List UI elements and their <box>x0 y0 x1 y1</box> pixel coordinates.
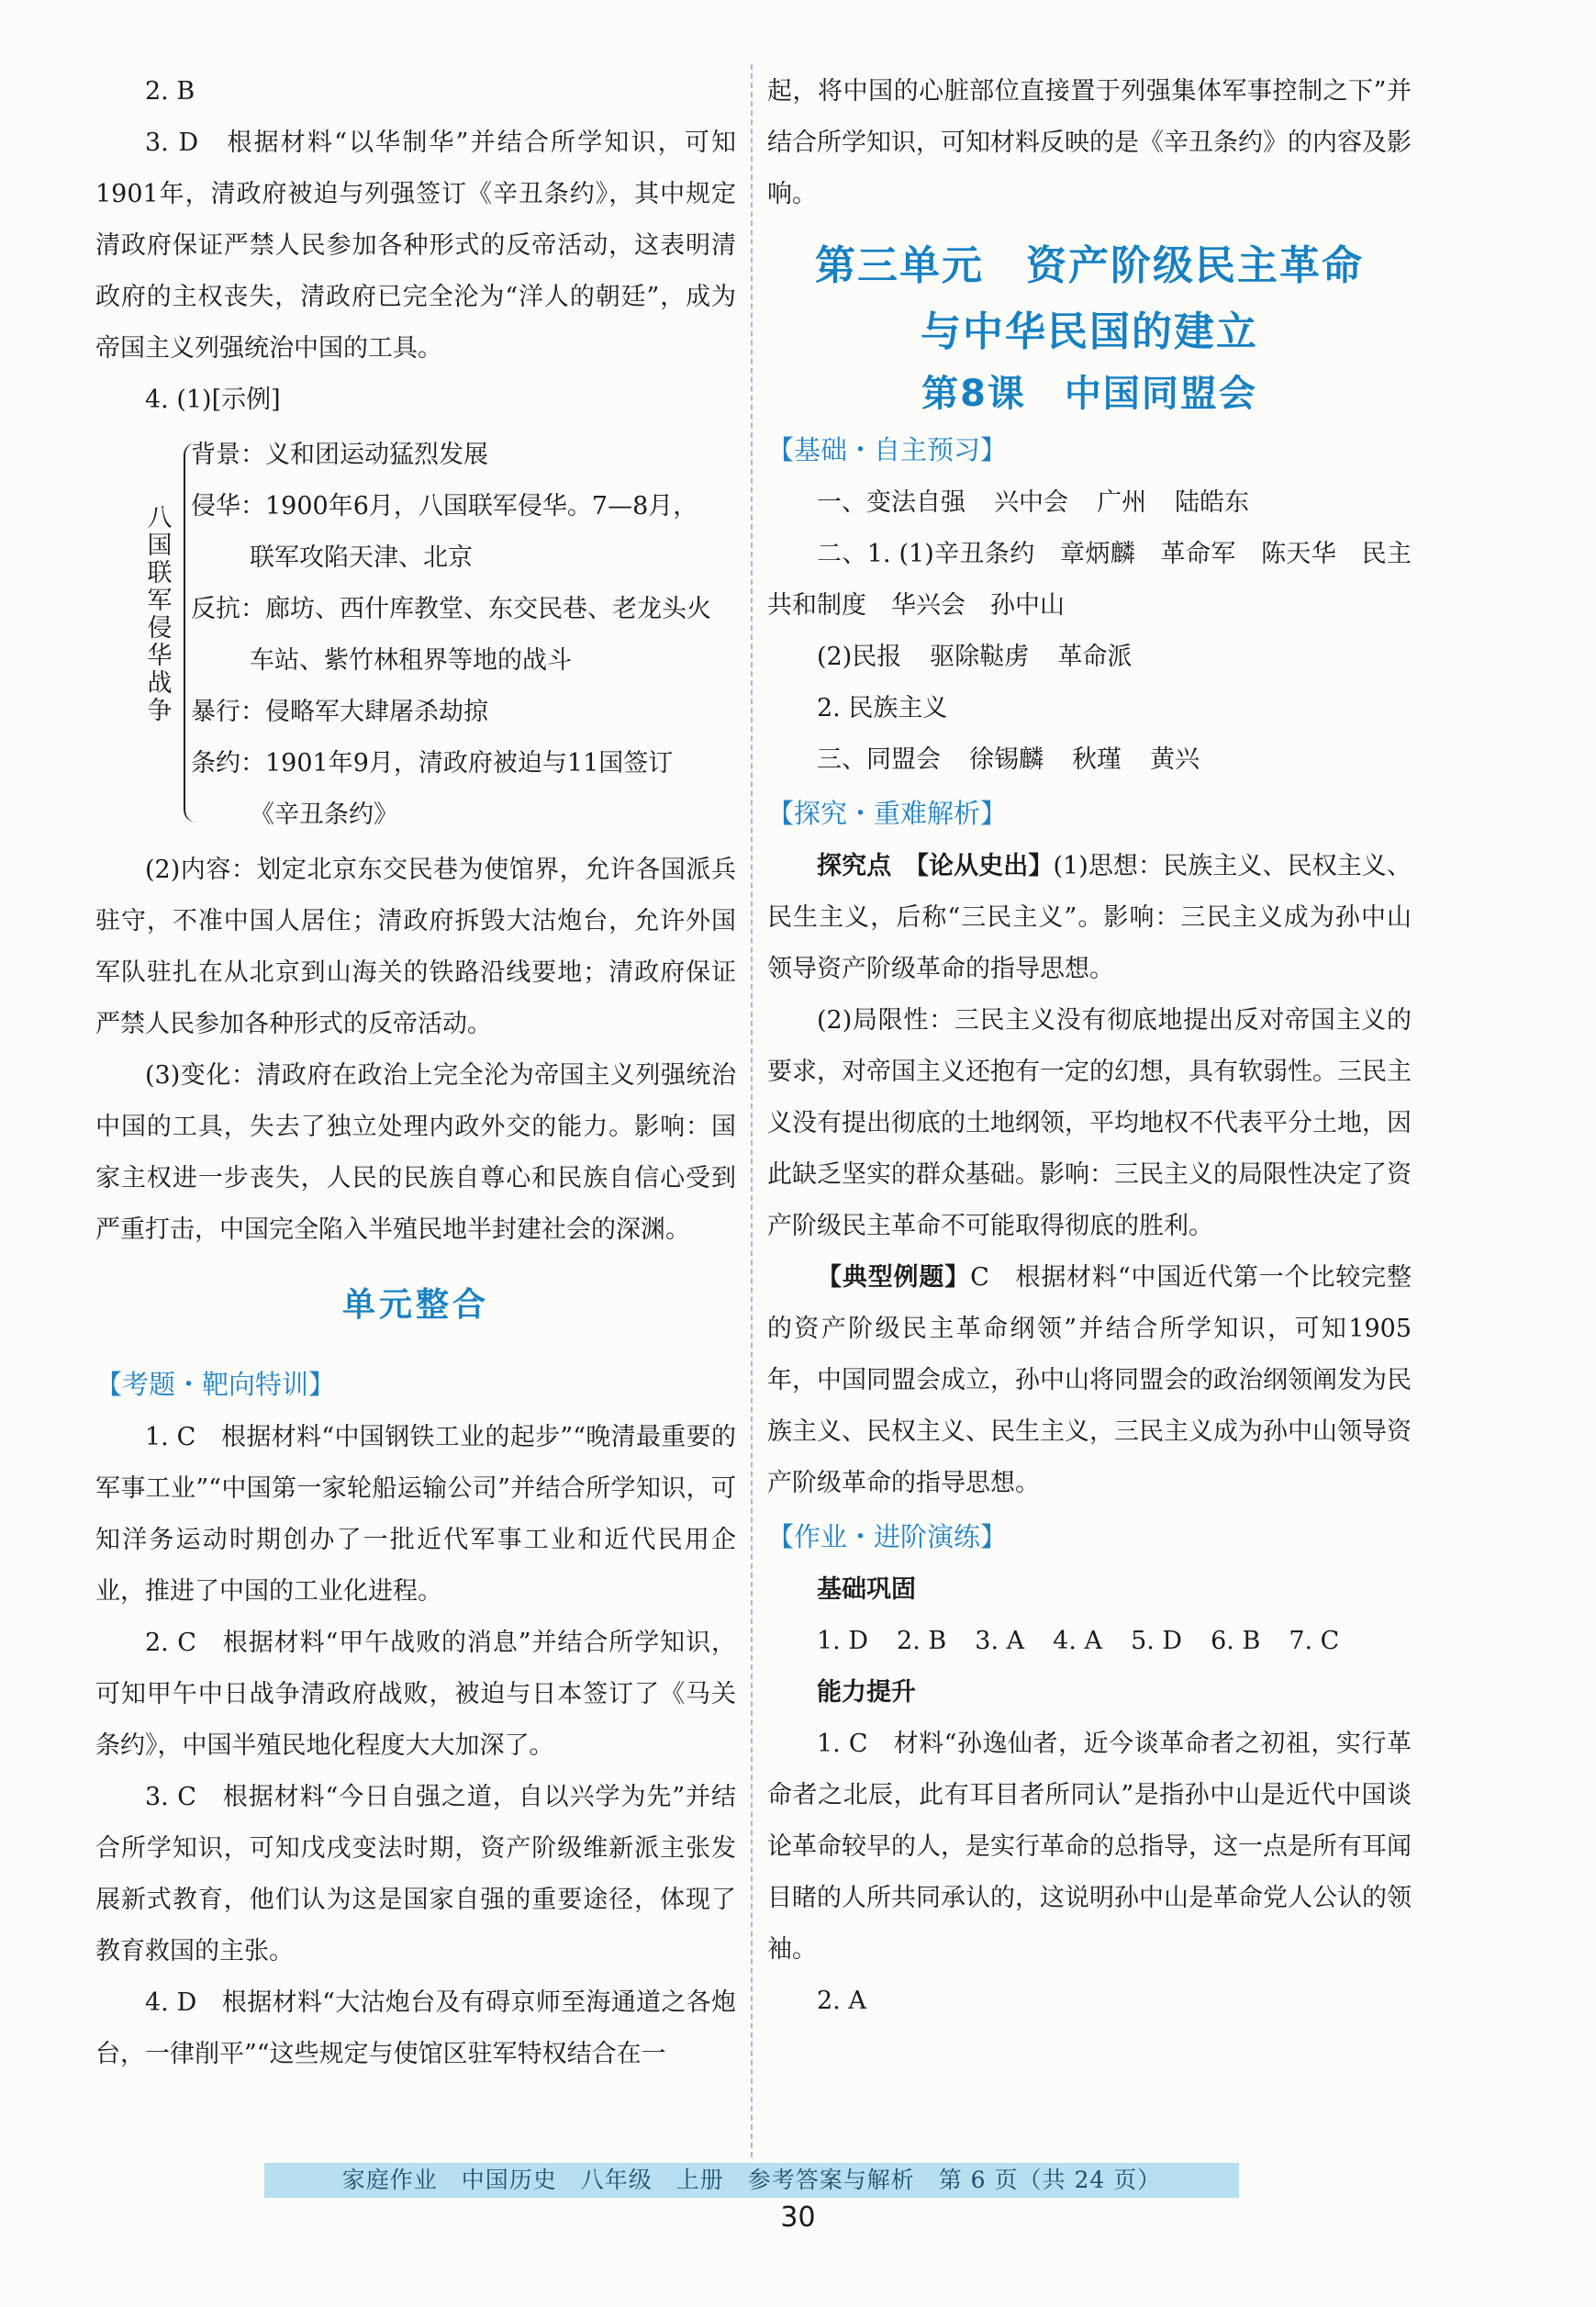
preview-line-3 <box>767 632 1412 683</box>
basic-answer: 6. B <box>1211 1627 1261 1655</box>
basic-label: 基础巩固 <box>817 1575 916 1604</box>
preview-item: 三、同盟会 <box>817 745 941 774</box>
answer-2: 2. B <box>145 77 195 106</box>
preview-item: 徐锡麟 <box>969 745 1044 774</box>
diagram-title: 八国联军侵华战争 <box>147 504 173 725</box>
section-heading-explore: 【探究・重难解析】 <box>767 798 1008 829</box>
page-number: 30 <box>780 2201 816 2234</box>
preview-item: 一、变法自强 <box>817 488 965 517</box>
preview-line-5 <box>767 734 1412 786</box>
example-text: C 根据材料“中国近代第一个比较完整的资产阶级民主革命纲领”并结合所学知识，可知1905年，中国同盟会成立，孙中山将同盟会的政治纲领阐发为民族主义、民权主义、民生主义，三民主义成为孙中山领导资产阶级革命的指导思想。 <box>767 1263 1412 1497</box>
basic-answers <box>767 1616 1412 1667</box>
section-heading-exam: 【考题・靶向特训】 <box>95 1369 336 1400</box>
typical-example <box>767 1252 1412 1509</box>
war-summary-diagram <box>95 430 736 841</box>
answer-4-heading: 4. (1)[示例] <box>145 386 281 414</box>
preview-item: 黄兴 <box>1150 745 1200 774</box>
basic-answer: 3. A <box>975 1627 1025 1655</box>
basic-answer: 4. A <box>1053 1627 1103 1655</box>
preview-line-1 <box>767 477 1412 529</box>
basic-answer: 1. D <box>817 1627 868 1655</box>
diagram-row: 条约：1901年9月，清政府被迫与11国签订 <box>191 749 674 778</box>
right-column <box>767 66 1412 2027</box>
diagram-row: 暴行：侵略军大肆屠杀劫掠 <box>191 698 488 726</box>
answer-3: 3. D 根据材料“以华制华”并结合所学知识，可知1901年，清政府被迫与列强签订《辛丑条约》，其中规定清政府保证严禁人民参加各种形式的反帝活动，这表明清政府的主权丧失，清政府已完全沦为“洋人的朝廷”，成为帝国主义列强统治中国的工具。 <box>95 129 736 363</box>
explore-text: (1)思想：民族主义、民权主义、民生主义，后称“三民主义”。影响：三民主义成为孙中山领导资产阶级革命的指导思想。 <box>767 852 1412 983</box>
exam-answer-2: 2. C 根据材料“甲午战败的消息”并结合所学知识，可知甲午中日战争清政府战败，被迫与日本签订了《马关条约》，中国半殖民地化程度大大加深了。 <box>95 1629 736 1760</box>
basic-answer: 7. C <box>1289 1627 1340 1655</box>
preview-item: 兴中会 <box>994 488 1069 517</box>
unit-title-line1: 第三单元 资产阶级民主革命 <box>815 242 1364 289</box>
ability-label: 能力提升 <box>817 1678 916 1707</box>
basic-answer: 5. D <box>1131 1627 1183 1655</box>
lesson-title: 第8课 中国同盟会 <box>921 373 1257 415</box>
ability-answer-1: 1. C 材料“孙逸仙者，近今谈革命者之初祖，实行革命者之北辰，此有耳目者所同认”是指孙中山是近代中国谈论革命较早的人，是实行革命的总指导，这一点是所有耳闻目睹的人所共同承认的，这说明孙中山是革命党人公认的领袖。 <box>767 1730 1412 1964</box>
preview-item: 秋瑾 <box>1072 745 1122 774</box>
exam-answer-4: 4. D 根据材料“大沽炮台及有碍京师至海通道之各炮台，一律削平”“这些规定与使馆区驻军特权结合在一 <box>95 1988 736 2068</box>
exam-answer-1: 1. C 根据材料“中国钢铁工业的起步”“晚清最重要的军事工业”“中国第一家轮船运输公司”并结合所学知识，可知洋务运动时期创办了一批近代军事工业和近代民用企业，推进了中国的工业化进程。 <box>95 1423 736 1606</box>
diagram-row: 联军攻陷天津、北京 <box>250 543 473 572</box>
answer-4-part3: (3)变化：清政府在政治上完全沦为帝国主义列强统治中国的工具，失去了独立处理内政外交的能力。影响：国家主权进一步丧失，人民的民族自尊心和民族自信心受到严重打击，中国完全陷入半殖民地半封建社会的深渊。 <box>95 1061 736 1244</box>
example-label: 【典型例题】 <box>817 1263 971 1292</box>
preview-item: 陆皓东 <box>1175 488 1250 517</box>
answer-4-part2: (2)内容：划定北京东交民巷为使馆界，允许各国派兵驻守，不准中国人居住；清政府拆毁大沽炮台，允许外国军队驻扎在从北京到山海关的铁路沿线要地；清政府保证严禁人民参加各种形式的反帝活动。 <box>95 856 736 1038</box>
column-divider <box>751 64 753 2157</box>
explore-point-2: (2)局限性：三民主义没有彻底地提出反对帝国主义的要求，对帝国主义还抱有一定的幻想，具有软弱性。三民主义没有提出彻底的土地纲领，平均地权不代表平分土地，因此缺乏坚实的群众基础。影响：三民主义的局限性决定了资产阶级民主革命不可能取得彻底的胜利。 <box>767 1006 1412 1240</box>
diagram-row: 反抗：廊坊、西什库教堂、东交民巷、老龙头火 <box>191 595 711 623</box>
exam-answer-3: 3. C 根据材料“今日自强之道，自以兴学为先”并结合所学知识，可知戊戌变法时期，资产阶级维新派主张发展新式教育，他们认为这是国家自强的重要途径，体现了教育救国的主张。 <box>95 1783 736 1965</box>
unit-summary-heading: 单元整合 <box>341 1286 489 1324</box>
continued-text: 起，将中国的心脏部位直接置于列强集体军事控制之下”并结合所学知识，可知材料反映的是《辛丑条约》的内容及影响。 <box>767 77 1412 208</box>
left-column <box>95 66 736 2080</box>
unit-title-line2: 与中华民国的建立 <box>921 308 1258 355</box>
preview-item: (2)民报 <box>817 643 902 671</box>
diagram-row: 背景：义和团运动猛烈发展 <box>191 441 488 469</box>
basic-answer: 2. B <box>897 1627 947 1655</box>
diagram-rows <box>191 430 736 841</box>
preview-line-4: 2. 民族主义 <box>817 694 948 722</box>
preview-item: 驱除鞑虏 <box>930 643 1030 671</box>
preview-line-2: 二、1. (1)辛丑条约 章炳麟 革命军 陈天华 民主共和制度 华兴会 孙中山 <box>767 540 1412 620</box>
diagram-row: 侵华：1900年6月，八国联军侵华。7—8月， <box>191 492 698 521</box>
diagram-row: 《辛丑条约》 <box>250 801 398 829</box>
ability-answer-2: 2. A <box>817 1987 866 2015</box>
explore-point-1 <box>767 841 1412 995</box>
section-heading-preview: 【基础・自主预习】 <box>767 434 1008 465</box>
section-heading-homework: 【作业・进阶演练】 <box>767 1521 1008 1552</box>
footer-band: 家庭作业 中国历史 八年级 上册 参考答案与解析 第 6 页（共 24 页） <box>264 2163 1239 2198</box>
explore-label: 探究点 【论从史出】 <box>817 852 1054 880</box>
preview-item: 广州 <box>1097 488 1147 517</box>
diagram-row: 车站、紫竹林租界等地的战斗 <box>250 646 572 675</box>
preview-item: 革命派 <box>1057 643 1133 671</box>
